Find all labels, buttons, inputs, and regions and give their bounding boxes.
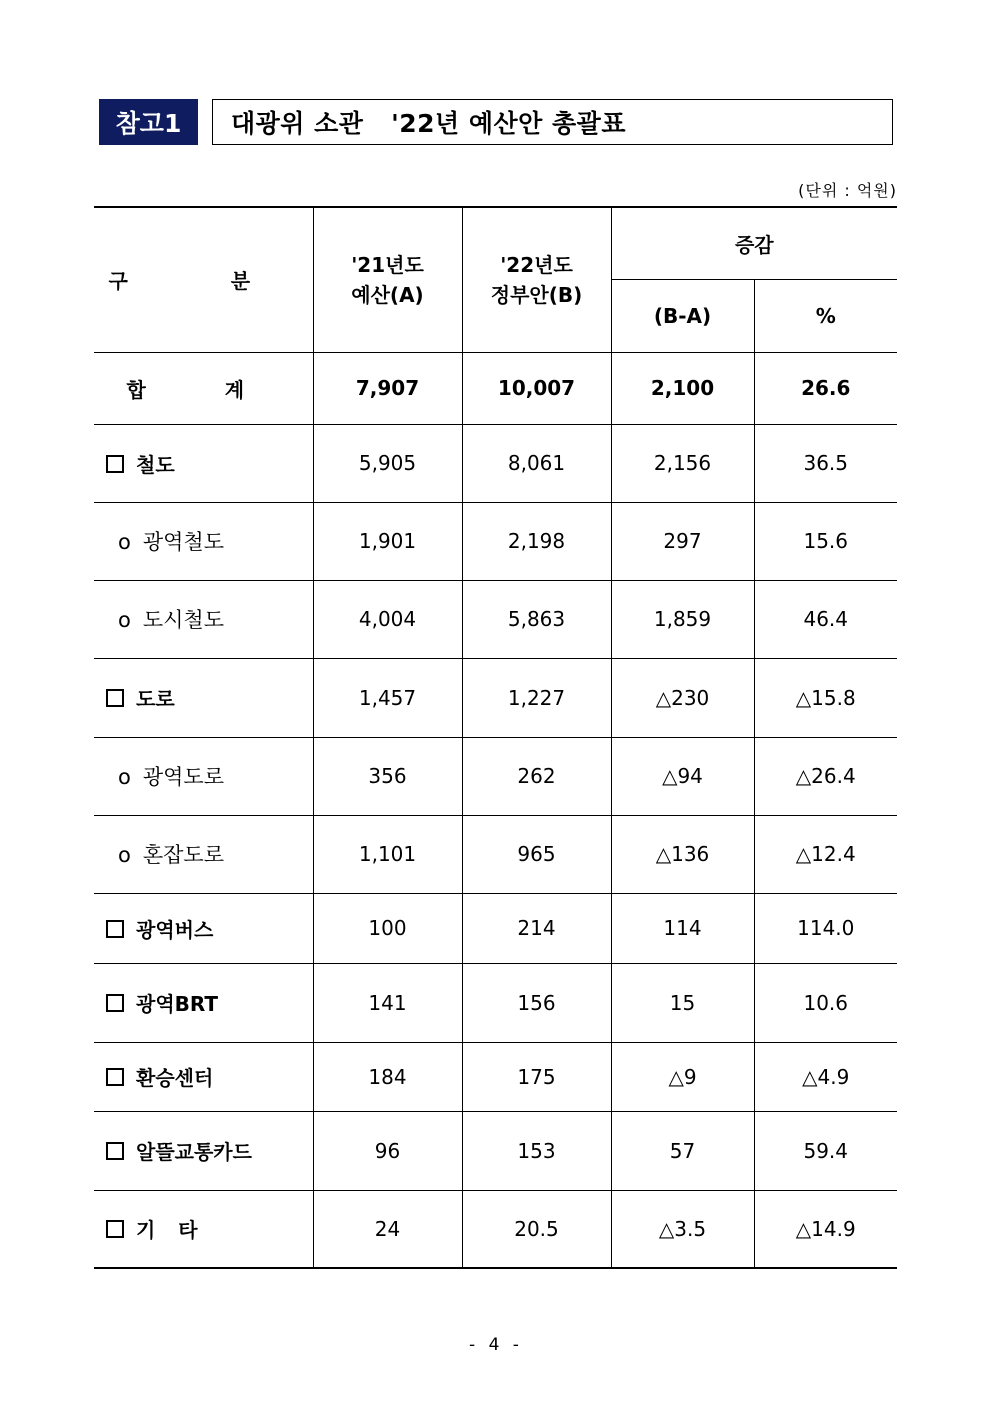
table-row: [94, 815, 897, 893]
cell-diff: 57: [611, 1111, 754, 1190]
total-b: 10,007: [462, 352, 611, 424]
cell-b: 2,198: [462, 502, 611, 580]
cell-a: 356: [313, 737, 462, 815]
cell-a: 1,457: [313, 658, 462, 737]
cell-b: 153: [462, 1111, 611, 1190]
subcategory-label: o 혼잡도로: [94, 815, 313, 893]
table-row: [94, 893, 897, 963]
cell-b: 214: [462, 893, 611, 963]
category-label: 광역BRT: [94, 963, 313, 1042]
cell-diff: 114: [611, 893, 754, 963]
header-category: 구 분: [94, 207, 313, 352]
cell-b: 8,061: [462, 424, 611, 502]
cell-diff: △94: [611, 737, 754, 815]
table-row: [94, 502, 897, 580]
budget-summary-table: [94, 206, 897, 1269]
category-label: 알뜰교통카드: [94, 1111, 313, 1190]
bullet-icon: o: [118, 843, 131, 867]
category-label: 철도: [94, 424, 313, 502]
cell-diff: △9: [611, 1042, 754, 1111]
checkbox-square-icon: [106, 1142, 124, 1160]
cell-a: 1,901: [313, 502, 462, 580]
cell-a: 5,905: [313, 424, 462, 502]
cell-a: 141: [313, 963, 462, 1042]
cell-a: 100: [313, 893, 462, 963]
category-label: 기 타: [94, 1190, 313, 1268]
cell-pct: △12.4: [754, 815, 897, 893]
cell-a: 4,004: [313, 580, 462, 658]
bullet-icon: o: [118, 530, 131, 554]
cell-pct: 36.5: [754, 424, 897, 502]
cell-pct: 15.6: [754, 502, 897, 580]
category-label: 도로: [94, 658, 313, 737]
checkbox-square-icon: [106, 994, 124, 1012]
cell-pct: 10.6: [754, 963, 897, 1042]
header-change-percent: %: [754, 279, 897, 352]
bullet-icon: o: [118, 765, 131, 789]
reference-badge: 참고1: [99, 99, 198, 145]
total-row: [94, 352, 897, 424]
cell-a: 184: [313, 1042, 462, 1111]
table-row: [94, 658, 897, 737]
checkbox-square-icon: [106, 1220, 124, 1238]
cell-pct: △4.9: [754, 1042, 897, 1111]
header-budget-21: '21년도 예산(A): [313, 207, 462, 352]
cell-b: 965: [462, 815, 611, 893]
cell-diff: △230: [611, 658, 754, 737]
cell-a: 1,101: [313, 815, 462, 893]
table-row: [94, 424, 897, 502]
subcategory-label: o 도시철도: [94, 580, 313, 658]
subcategory-label: o 광역철도: [94, 502, 313, 580]
bullet-icon: o: [118, 608, 131, 632]
checkbox-square-icon: [106, 1068, 124, 1086]
category-label: 광역버스: [94, 893, 313, 963]
cell-a: 24: [313, 1190, 462, 1268]
header-budget-22: '22년도 정부안(B): [462, 207, 611, 352]
cell-pct: △26.4: [754, 737, 897, 815]
category-label: 환승센터: [94, 1042, 313, 1111]
cell-b: 156: [462, 963, 611, 1042]
table-row: [94, 737, 897, 815]
cell-b: 20.5: [462, 1190, 611, 1268]
cell-diff: 2,156: [611, 424, 754, 502]
cell-diff: 297: [611, 502, 754, 580]
header-change-amount: (B-A): [611, 279, 754, 352]
checkbox-square-icon: [106, 689, 124, 707]
cell-a: 96: [313, 1111, 462, 1190]
total-a: 7,907: [313, 352, 462, 424]
table-row: [94, 580, 897, 658]
checkbox-square-icon: [106, 920, 124, 938]
total-label: 합 계: [94, 352, 313, 424]
cell-pct: △15.8: [754, 658, 897, 737]
unit-label: (단위 : 억원): [798, 181, 897, 200]
table-row: [94, 1190, 897, 1268]
cell-diff: △3.5: [611, 1190, 754, 1268]
checkbox-square-icon: [106, 455, 124, 473]
cell-diff: 1,859: [611, 580, 754, 658]
cell-pct: 46.4: [754, 580, 897, 658]
cell-b: 1,227: [462, 658, 611, 737]
total-pct: 26.6: [754, 352, 897, 424]
cell-b: 262: [462, 737, 611, 815]
cell-pct: 59.4: [754, 1111, 897, 1190]
cell-pct: △14.9: [754, 1190, 897, 1268]
total-diff: 2,100: [611, 352, 754, 424]
cell-b: 5,863: [462, 580, 611, 658]
table-row: [94, 1042, 897, 1111]
table-row: [94, 963, 897, 1042]
cell-diff: 15: [611, 963, 754, 1042]
cell-diff: △136: [611, 815, 754, 893]
cell-b: 175: [462, 1042, 611, 1111]
subcategory-label: o 광역도로: [94, 737, 313, 815]
table-row: [94, 1111, 897, 1190]
header-change: 증감: [611, 207, 897, 279]
page-number: - 4 -: [469, 1335, 523, 1355]
cell-pct: 114.0: [754, 893, 897, 963]
page-title: 대광위 소관 '22년 예산안 총괄표: [212, 99, 893, 145]
